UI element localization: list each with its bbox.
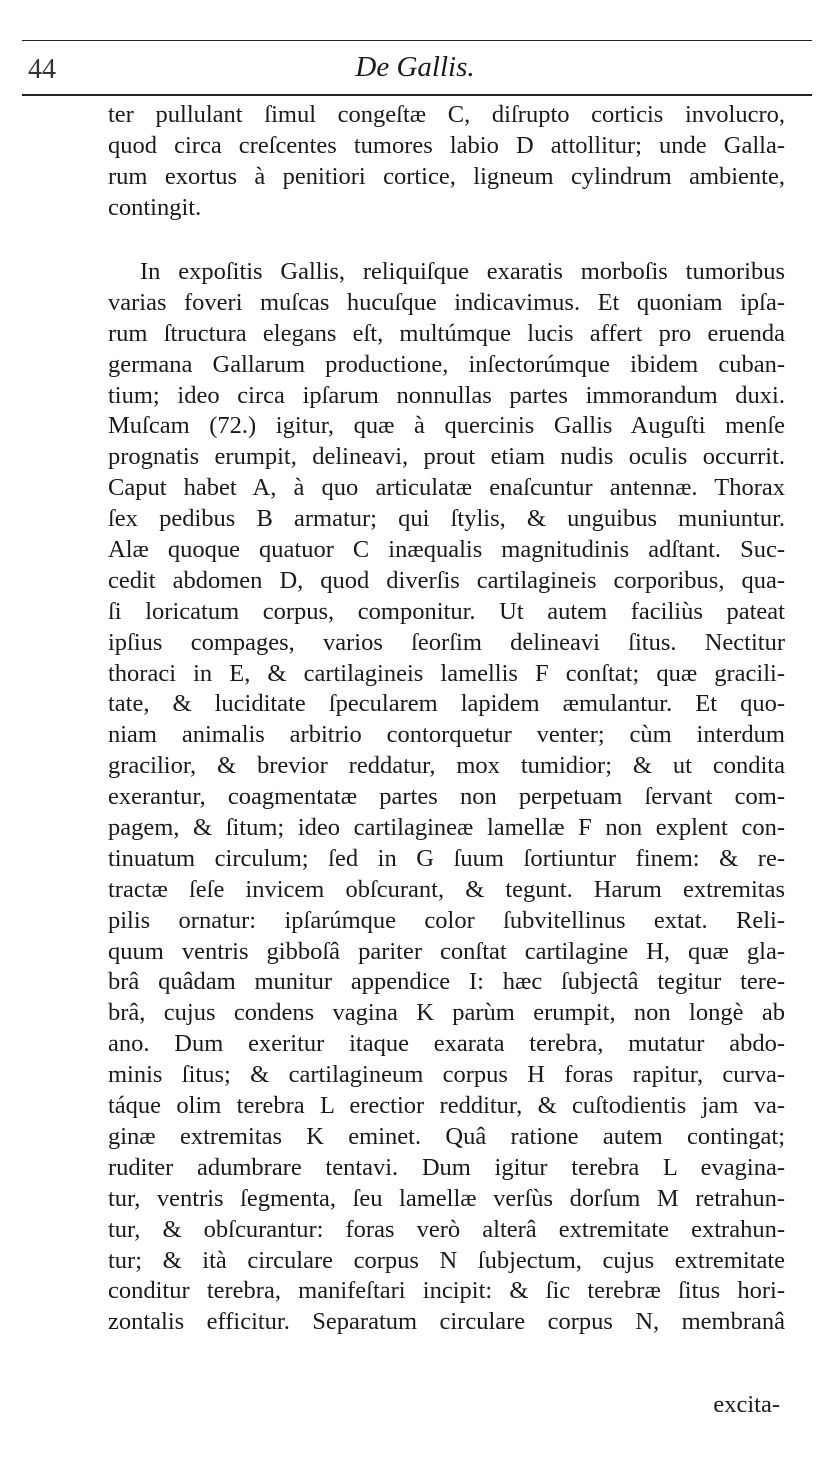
text-line: ano. Dum exeritur itaque exarata terebra, mutatur abdo- (108, 1030, 785, 1058)
text-line: minis ſitus; & cartilagineum corpus H foras rapitur, curva- (108, 1061, 785, 1089)
text-line: In expoſitis Gallis, reliquiſque exaratis morboſis tumoribus (140, 258, 785, 285)
text-line: tinuatum circulum; ſed in G ſuum ſortiuntur finem: & re- (108, 844, 785, 872)
text-line: Muſcam (72.) igitur, quæ à quercinis Gallis Auguſti menſe (108, 412, 785, 440)
text-line: pilis ornatur: ipſarúmque color ſubvitellinus extat. Reli- (108, 906, 785, 934)
text-line: exerantur, coagmentatæ partes non perpetuam ſervant com- (108, 783, 785, 811)
text-line: Alæ quoque quatuor C inæqualis magnitudinis adſtant. Suc- (108, 536, 785, 564)
text-line: ginæ extremitas K eminet. Quâ ratione autem contingat; (108, 1122, 785, 1150)
text-line: tium; ideo circa ipſarum nonnullas partes immorandum duxi. (108, 381, 785, 409)
running-title: De Gallis. (355, 51, 475, 83)
text-line: quod circa creſcentes tumores labio D attollitur; unde Galla- (108, 131, 785, 159)
text-line: prognatis erumpit, delineavi, prout etiam nudis oculis occurrit. (108, 443, 785, 471)
text-line: tur; & ità circulare corpus N ſubjectum, cujus extremitate (108, 1246, 785, 1274)
text-line: ipſius compages, varios ſeorſim delineavi ſitus. Nectitur (108, 628, 785, 656)
text-line: niam animalis arbitrio contorquetur venter; cùm interdum (108, 721, 785, 749)
text-line: táque olim terebra L erectior redditur, & cuſtodientis jam va- (108, 1092, 785, 1120)
text-line: conditur terebra, manifeſtari incipit: & ſic terebræ ſitus hori- (108, 1277, 785, 1305)
header-rule-bottom (22, 94, 812, 96)
paragraph-1 (108, 100, 785, 224)
text-line: tractæ ſeſe invicem obſcurant, & tegunt. Harum extremitas (108, 875, 785, 903)
text-line: pagem, & ſitum; ideo cartilagineæ lamellæ F non explent con- (108, 814, 785, 842)
text-line: gracilior, & brevior reddatur, mox tumidior; & ut condita (108, 752, 785, 780)
text-line: cedit abdomen D, quod diverſis cartilagineis corporibus, qua- (108, 566, 785, 594)
catchword: excita- (713, 1391, 780, 1418)
text-line: quum ventris gibboſâ pariter conſtat cartilagine H, quæ gla- (108, 937, 785, 965)
text-line: rum exortus à penitiori cortice, ligneum cylindrum ambiente, (108, 162, 785, 190)
text-line: ſi loricatum corpus, componitur. Ut autem faciliùs pateat (108, 597, 785, 625)
text-line: varias foveri muſcas hucuſque indicavimus. Et quoniam ipſa- (108, 288, 785, 316)
text-line: rum ſtructura elegans eſt, multúmque lucis affert pro eruenda (108, 319, 785, 347)
header-rule-top (22, 40, 812, 41)
text-line: brâ quâdam munitur appendice I: hæc ſubjectâ tegitur tere- (108, 968, 785, 996)
text-line: ſex pedibus B armatur; qui ſtylis, & unguibus muniuntur. (108, 505, 785, 533)
text-line: ruditer adumbrare tentavi. Dum igitur terebra L evagina- (108, 1153, 785, 1181)
text-line: tate, & luciditate ſpecularem lapidem æmulantur. Et quo- (108, 690, 785, 718)
text-line: tur, & obſcurantur: foras verò alterâ extremitate extrahun- (108, 1215, 785, 1243)
text-line: tur, ventris ſegmenta, ſeu lamellæ verſùs dorſum M retrahun- (108, 1184, 785, 1212)
text-line: contingit. (108, 193, 202, 221)
text-line: germana Gallarum productione, inſectorúmque ibidem cuban- (108, 350, 785, 378)
page-number: 44 (28, 54, 56, 85)
text-line: Caput habet A, à quo articulatæ enaſcuntur antennæ. Thorax (108, 474, 785, 502)
text-line: zontalis efficitur. Separatum circulare corpus N, membranâ (108, 1308, 785, 1336)
text-line: thoraci in E, & cartilagineis lamellis F conſtat; quæ gracili- (108, 659, 785, 687)
text-line: ter pullulant ſimul congeſtæ C, diſrupto corticis involucro, (108, 101, 785, 128)
text-line: brâ, cujus condens vagina K parùm erumpit, non longè ab (108, 999, 785, 1027)
paragraph-2 (108, 257, 785, 1338)
